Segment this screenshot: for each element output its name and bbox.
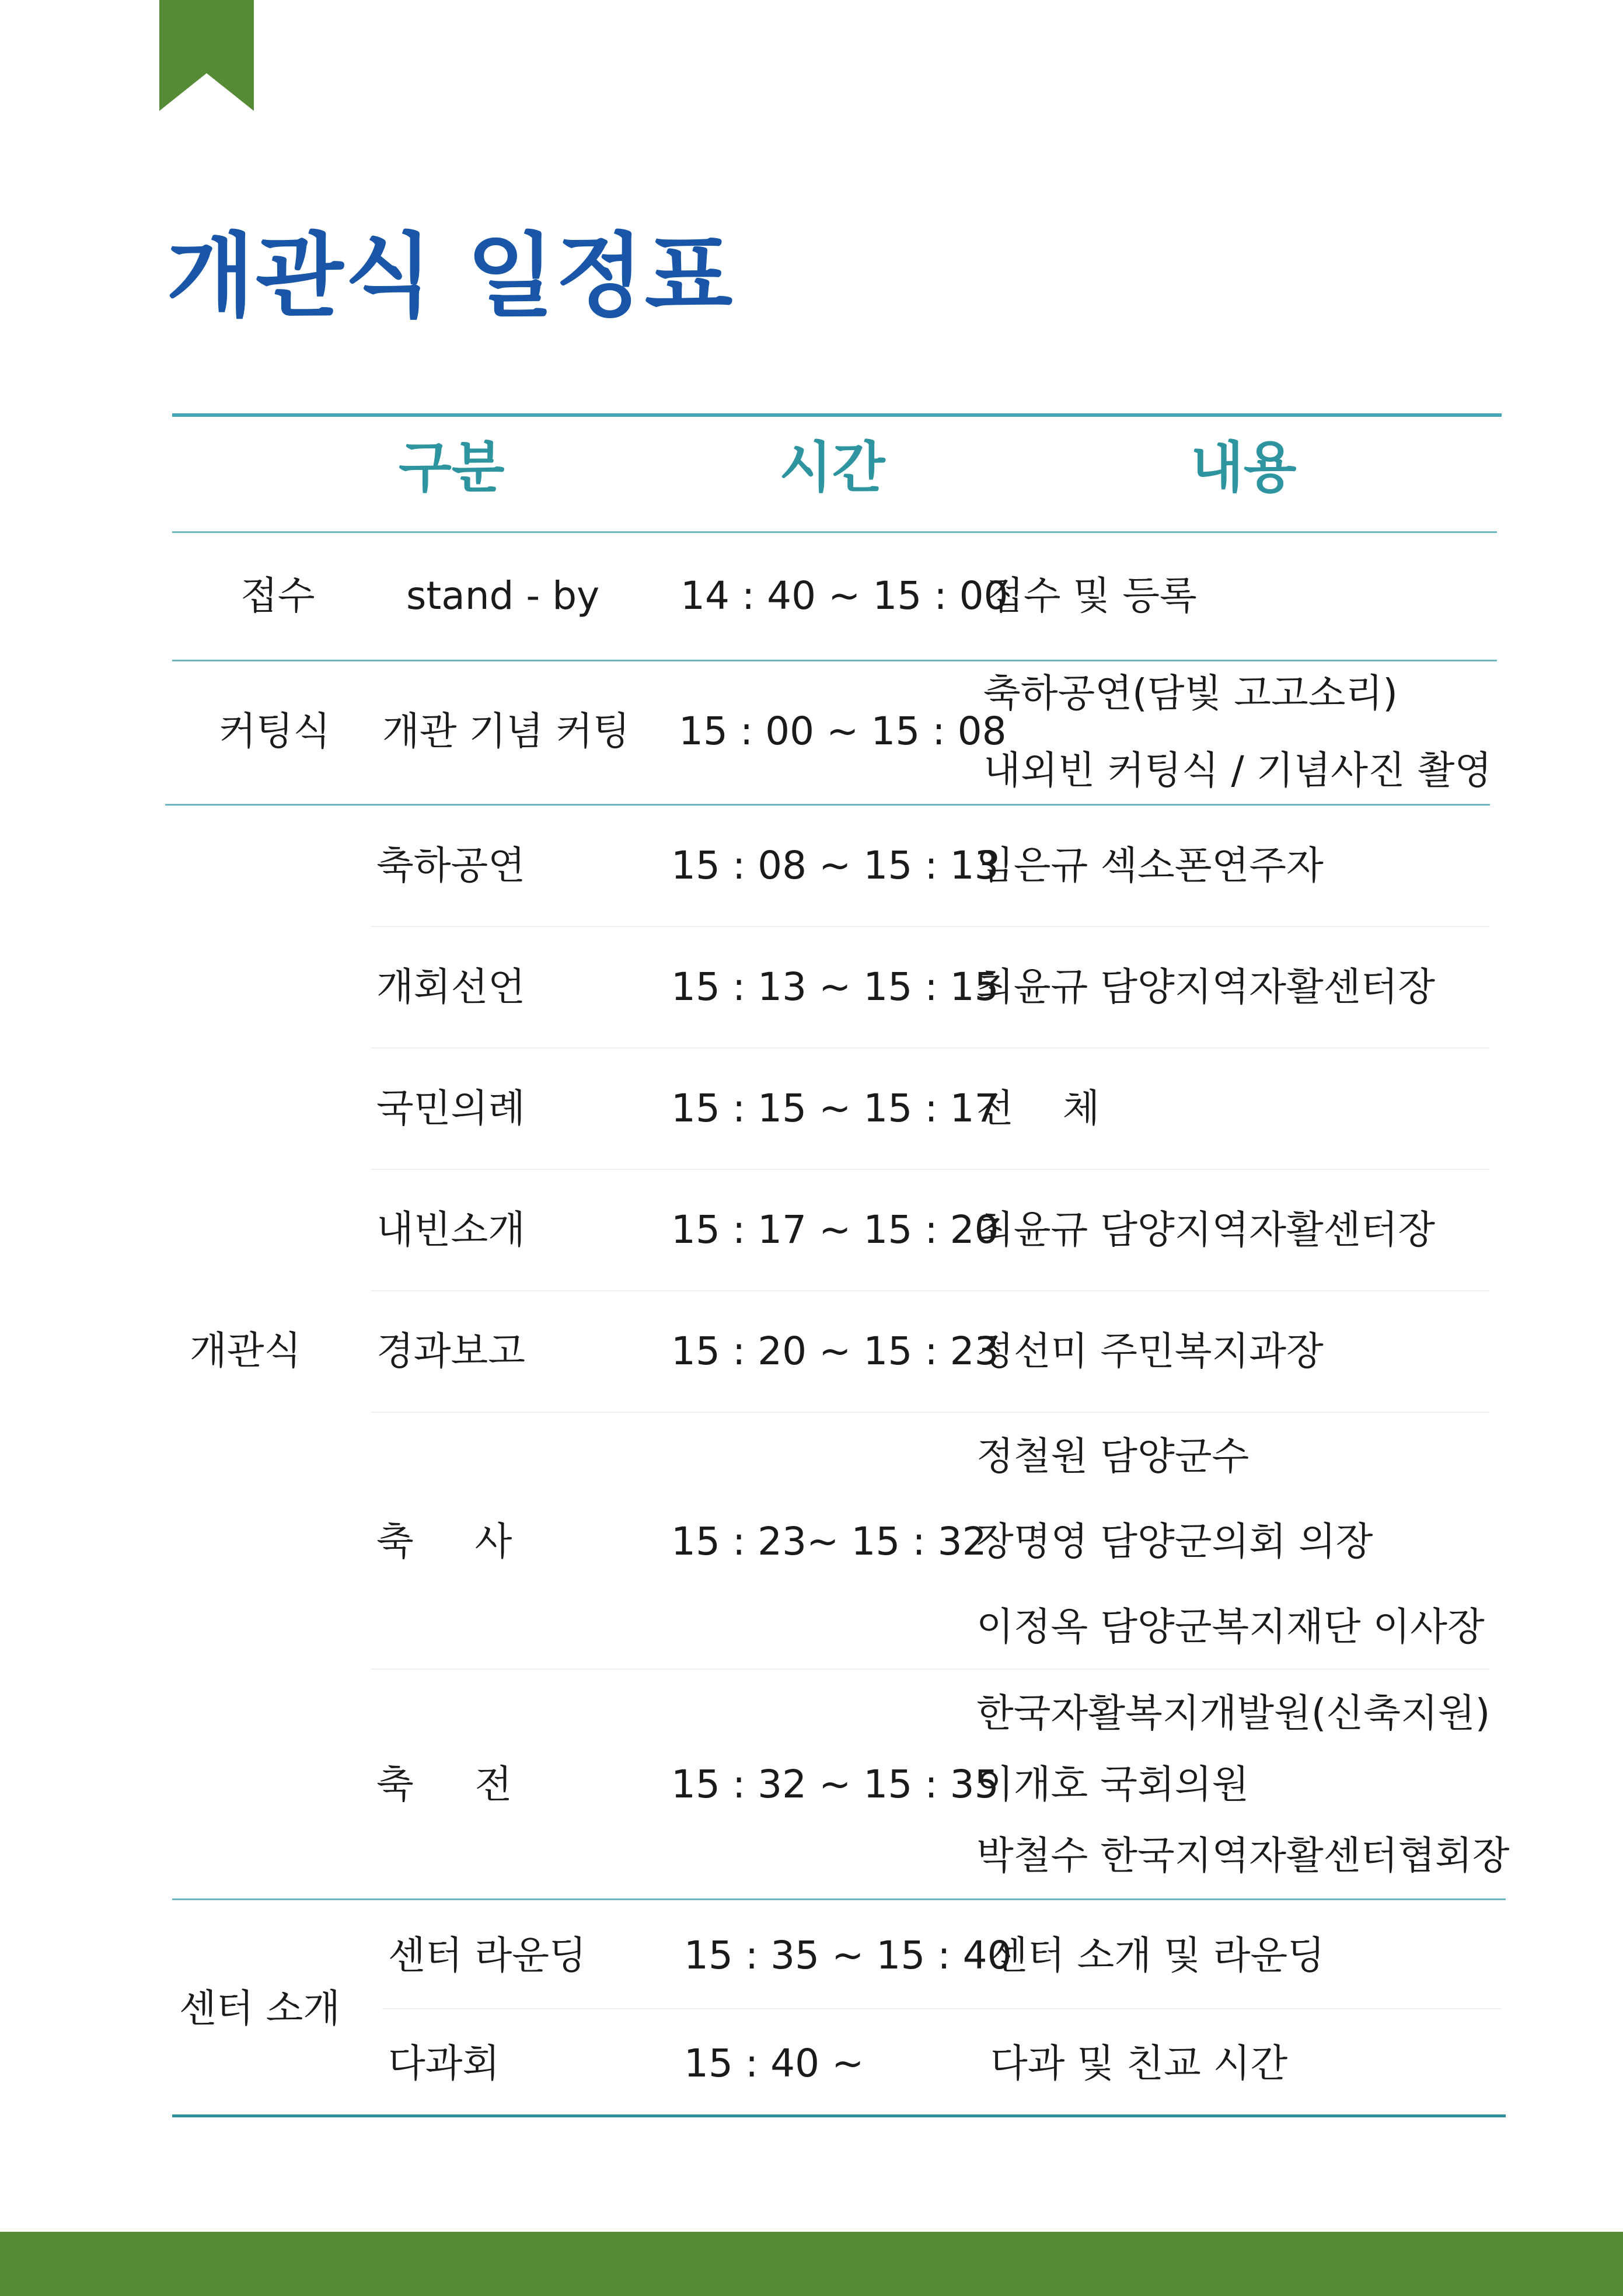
row-rule	[371, 1169, 1490, 1170]
row-rule	[382, 2008, 1502, 2009]
content-cell: 다과 및 친교 시간	[990, 2041, 1288, 2086]
time-cell: 15 : 20 ~ 15 : 23	[671, 1329, 999, 1374]
content-cell: 내외빈 커팅식 / 기념사진 촬영	[983, 748, 1492, 793]
row-rule	[371, 1668, 1490, 1670]
item-cell: 다과회	[388, 2041, 500, 2086]
time-cell: 15 : 40 ~	[684, 2041, 864, 2086]
content-cell: 정선미 주민복지과장	[976, 1329, 1324, 1374]
content-cell: 박철수 한국지역자활센터협회장	[976, 1833, 1510, 1878]
item-cell: 개관 기념 커팅	[382, 709, 630, 754]
table-bottom-rule	[172, 2114, 1506, 2117]
header-content: 내용	[1191, 436, 1297, 500]
item-cell: 내빈소개	[376, 1207, 526, 1252]
content-cell: 전 체	[976, 1086, 1100, 1131]
section-rule	[172, 660, 1497, 661]
item-cell: stand - by	[406, 573, 600, 618]
item-cell: 축 사	[376, 1519, 512, 1564]
time-cell: 14 : 40 ~ 15 : 00	[680, 573, 1008, 618]
row-rule	[371, 1047, 1490, 1048]
footer-bar	[0, 2232, 1623, 2296]
time-cell: 15 : 15 ~ 15 : 17	[671, 1086, 999, 1131]
item-cell: 센터 라운딩	[388, 1933, 587, 1978]
item-cell: 경과보고	[376, 1329, 526, 1374]
section-rule	[172, 1898, 1506, 1900]
time-cell: 15 : 17 ~ 15 : 20	[671, 1207, 999, 1252]
category-cell: 센터 소개	[179, 1986, 341, 2031]
content-cell: 최윤규 담양지역자활센터장	[976, 1207, 1436, 1252]
time-cell: 15 : 13 ~ 15 : 15	[671, 964, 999, 1009]
content-cell: 이개호 국회의원	[976, 1762, 1249, 1807]
category-cell: 접수	[240, 573, 315, 618]
content-cell: 접수 및 등록	[986, 573, 1197, 618]
time-cell: 15 : 32 ~ 15 : 35	[671, 1762, 999, 1807]
content-cell: 축하공연(담빛 고고소리)	[983, 671, 1398, 716]
header-category: 구분	[399, 436, 505, 500]
bookmark-ribbon	[159, 0, 254, 111]
item-cell: 국민의례	[376, 1086, 526, 1131]
item-cell: 개회선언	[376, 964, 526, 1009]
content-cell: 센터 소개 및 라운딩	[990, 1933, 1325, 1978]
row-rule	[371, 926, 1490, 927]
row-rule	[371, 1412, 1490, 1413]
time-cell: 15 : 08 ~ 15 : 13	[671, 843, 999, 888]
time-cell: 15 : 35 ~ 15 : 40	[684, 1933, 1012, 1978]
time-cell: 15 : 23~ 15 : 32	[671, 1519, 987, 1564]
section-rule	[165, 804, 1490, 806]
content-cell: 한국자활복지개발원(신축지원)	[976, 1691, 1491, 1736]
header-time: 시간	[779, 436, 885, 500]
category-cell: 커팅식	[219, 709, 331, 754]
content-cell: 이정옥 담양군복지재단 이사장	[976, 1604, 1485, 1649]
content-cell: 장명영 담양군의회 의장	[976, 1519, 1373, 1564]
page-title: 개관식 일정표	[166, 223, 734, 329]
table-top-rule	[172, 413, 1502, 417]
row-rule	[371, 1290, 1490, 1291]
content-cell: 정철원 담양군수	[976, 1434, 1249, 1479]
content-cell: 최윤규 담양지역자활센터장	[976, 964, 1436, 1009]
item-cell: 축하공연	[376, 843, 526, 888]
header-rule	[172, 531, 1497, 533]
item-cell: 축 전	[376, 1762, 512, 1807]
time-cell: 15 : 00 ~ 15 : 08	[679, 709, 1007, 754]
content-cell: 임은규 섹소폰연주자	[976, 843, 1324, 888]
category-cell: 개관식	[190, 1328, 302, 1373]
